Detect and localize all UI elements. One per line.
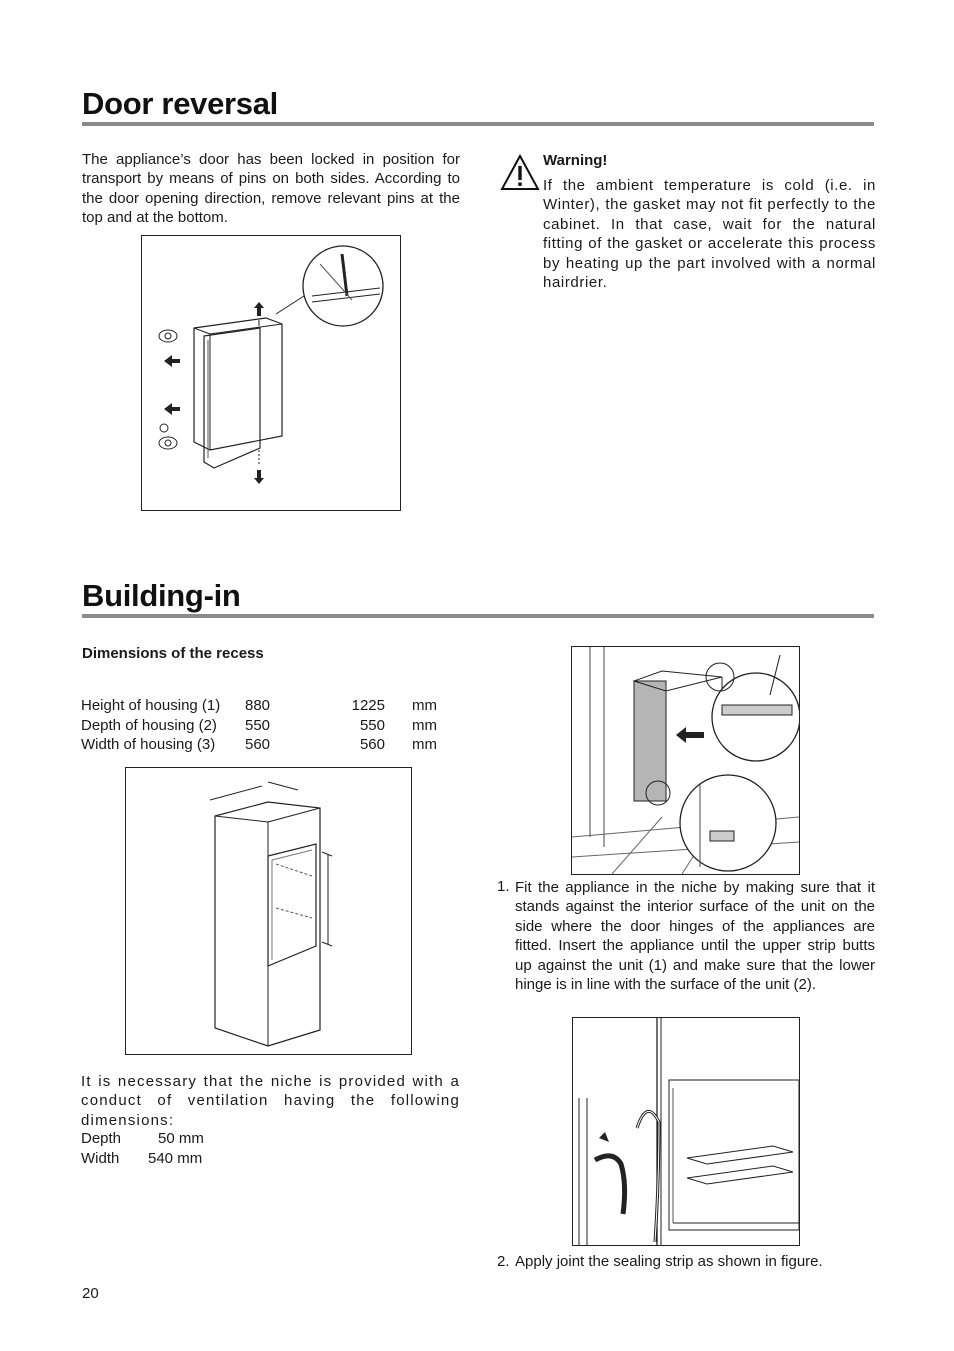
dim-value-2: 550 bbox=[359, 716, 385, 734]
dim-value-2: 560 bbox=[359, 736, 385, 753]
dimensions-table bbox=[81, 697, 437, 756]
ventilation-width-value: 540 mm bbox=[148, 1150, 203, 1167]
dim-value-1: 880 bbox=[245, 697, 271, 714]
heading-rule bbox=[82, 614, 874, 618]
warning-text: If the ambient temperature is cold (i.e. in Winter), the gasket may not fit perfectly to the cabinet. In that case, wait for the natural fitting of the gasket or accelerate this process by heating up the part involved with a normal hairdrier. bbox=[543, 177, 876, 292]
ventilation-text: It is necessary that the niche is provided with a conduct of ventilation having the following dimensions: bbox=[81, 1073, 460, 1129]
page-number: 20 bbox=[82, 1285, 99, 1302]
step-2-text: Apply joint the sealing strip as shown in figure. bbox=[515, 1253, 823, 1270]
dim-value-1: 560 bbox=[245, 736, 271, 753]
ventilation-depth-value: 50 mm bbox=[158, 1130, 204, 1147]
step-2-number: 2. bbox=[497, 1253, 510, 1270]
dim-label: Height of housing (1) bbox=[81, 697, 221, 714]
section-title-door-reversal: Door reversal bbox=[82, 86, 278, 121]
warning-title: Warning! bbox=[543, 152, 608, 169]
door-reversal-figure bbox=[141, 235, 401, 511]
table-row bbox=[81, 717, 437, 737]
fitting-figure bbox=[571, 646, 800, 875]
recess-subtitle: Dimensions of the recess bbox=[82, 645, 264, 662]
housing-figure bbox=[125, 767, 412, 1055]
dim-unit: mm bbox=[412, 736, 437, 753]
step-1-number: 1. bbox=[497, 878, 510, 895]
section-title-building-in: Building-in bbox=[82, 578, 241, 613]
dim-label: Width of housing (3) bbox=[81, 736, 216, 753]
dim-label: Depth of housing (2) bbox=[81, 716, 217, 734]
heading-rule bbox=[82, 122, 874, 126]
warning-triangle-icon bbox=[500, 154, 540, 192]
ventilation-depth-label: Depth bbox=[81, 1130, 122, 1147]
sealing-strip-figure bbox=[572, 1017, 800, 1246]
table-row bbox=[81, 736, 437, 756]
table-row bbox=[81, 697, 437, 717]
ventilation-width-label: Width bbox=[81, 1150, 120, 1167]
dim-unit: mm bbox=[412, 697, 437, 714]
step-1-text: Fit the appliance in the niche by making sure that it stands against the interior surface of the unit on the side where the door hinges of the appliances are fitted. Insert the appliance until the upper strip butts up against the unit (1) and make sure that the lower hinge is in line with the surface of the unit (2). bbox=[515, 879, 875, 994]
dim-value-1: 550 bbox=[245, 716, 271, 734]
dim-value-2: 1225 bbox=[351, 697, 385, 714]
dim-unit: mm bbox=[412, 716, 437, 734]
door-reversal-text: The appliance’s door has been locked in position for transport by means of pins on both sides. According to the door opening direction, remove relevant pins at the top and at the bottom. bbox=[82, 151, 460, 227]
